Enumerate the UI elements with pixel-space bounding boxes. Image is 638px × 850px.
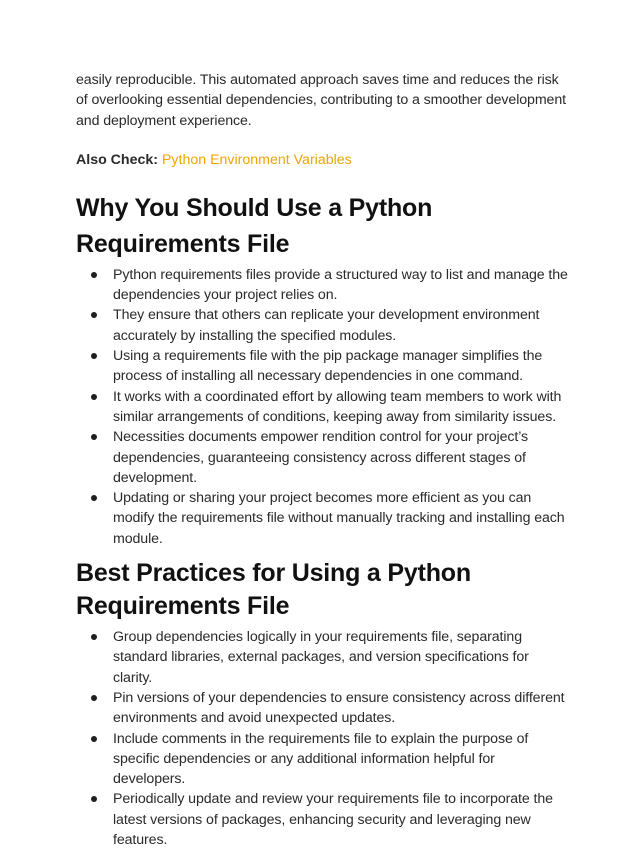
best-practices-list: [76, 627, 568, 850]
bullet-icon: [91, 796, 97, 802]
list-item: [113, 346, 568, 387]
list-item: [113, 305, 568, 346]
list-item: [113, 688, 568, 729]
bullet-icon: [91, 312, 97, 318]
why-use-list: [76, 265, 568, 549]
list-item: [113, 729, 568, 790]
bullet-icon: [91, 394, 97, 400]
list-item: [113, 789, 568, 850]
also-check-label: Also Check:: [76, 151, 158, 168]
bullet-icon: [91, 495, 97, 501]
list-item-text: They ensure that others can replicate your development environment accurately by installing the specified modules.: [113, 307, 540, 344]
heading-best-practices: Best Practices for Using a Python Requirements File: [76, 559, 471, 621]
list-item: [113, 387, 568, 428]
list-item-text: Updating or sharing your project becomes more efficient as you can modify the requirements file without manually tracking and installing each module.: [113, 490, 565, 547]
list-item-text: Include comments in the requirements file to explain the purpose of specific dependencies or any additional information helpful for developers.: [113, 730, 529, 788]
list-item-text: Using a requirements file with the pip package manager simplifies the process of installing all necessary dependencies in one command.: [113, 348, 543, 385]
list-item: [113, 627, 568, 688]
list-item-text: Periodically update and review your requirements file to incorporate the latest versions of packages, enhancing security and leveraging new features.: [113, 791, 553, 849]
bullet-icon: [91, 353, 97, 359]
bullet-icon: [91, 272, 97, 278]
list-item-text: Pin versions of your dependencies to ensure consistency across different environments and avoid unexpected updates.: [113, 689, 565, 727]
heading-why-use: Why You Should Use a Python Requirements File: [76, 193, 433, 258]
also-check-line: [76, 150, 568, 170]
list-item: [113, 488, 568, 549]
bullet-icon: [91, 434, 97, 440]
list-item: [113, 427, 568, 488]
bullet-icon: [91, 695, 97, 701]
list-item-text: Python requirements files provide a structured way to list and manage the dependencies your project relies on.: [113, 266, 568, 304]
bullet-icon: [91, 634, 97, 640]
list-item-text: Group dependencies logically in your requirements file, separating standard libraries, external packages, and version specifications for clarity.: [113, 629, 529, 686]
bullet-icon: [91, 736, 97, 742]
list-item: [113, 265, 568, 306]
also-check-link[interactable]: Python Environment Variables: [161, 151, 352, 168]
list-item-text: It works with a coordinated effort by allowing team members to work with similar arrangements of conditions, keeping away from similarity issues.: [113, 388, 562, 425]
intro-paragraph: easily reproducible. This automated approach saves time and reduces the risk of overlooking essential dependencies, contributing to a smoother development and deployment experience.: [76, 72, 566, 129]
list-item-text: Necessities documents empower rendition control for your project’s dependencies, guaranteeing consistency across different stages of development.: [113, 429, 529, 486]
